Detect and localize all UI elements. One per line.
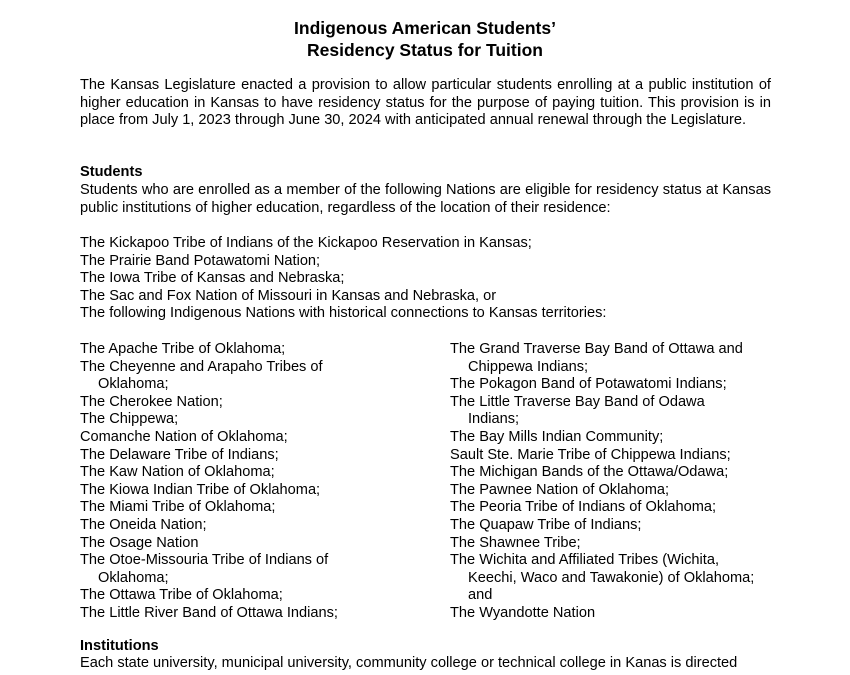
institutions-paragraph: Each state university, municipal university, community college or technical college in Kanas is directed xyxy=(80,655,738,671)
nation-list-item: The Shawnee Tribe; xyxy=(450,534,581,551)
eligible-nation-item: The Sac and Fox Nation of Missouri in Kansas and Nebraska, or xyxy=(80,287,497,304)
eligible-nation-item: The Iowa Tribe of Kansas and Nebraska; xyxy=(80,270,345,286)
nation-list-item: The Oneida Nation; xyxy=(80,516,207,533)
students-paragraph: Students who are enrolled as a member of the following Nations are eligible for residency status at Kansas public institutions of higher education, regardless of the location of their residence: xyxy=(80,182,771,216)
nation-list-item: The Miami Tribe of Oklahoma; xyxy=(80,499,276,516)
nation-list-item: The Michigan Bands of the Ottawa/Odawa; xyxy=(450,464,729,481)
eligible-nation-item: The Prairie Band Potawatomi Nation; xyxy=(80,252,321,269)
nation-list-item: The Little River Band of Ottawa Indians; xyxy=(80,604,338,621)
nation-list-item: The Kiowa Indian Tribe of Oklahoma; xyxy=(80,481,321,498)
document-title-line-2: Residency Status for Tuition xyxy=(307,40,543,60)
nation-list-item: The Cherokee Nation; xyxy=(80,393,223,410)
nations-list-left-column xyxy=(80,341,440,623)
nation-list-item: The Osage Nation xyxy=(80,534,199,551)
nation-list-item: The Grand Traverse Bay Band of Ottawa and Chippewa Indians; xyxy=(450,341,743,375)
nations-list-right-column xyxy=(450,341,780,623)
document-title-line-1: Indigenous American Students’ xyxy=(294,18,556,38)
nation-list-item: The Otoe-Missouria Tribe of Indians of Oklahoma; xyxy=(80,552,329,586)
nation-list-item: The Cheyenne and Arapaho Tribes of Oklahoma; xyxy=(80,358,323,393)
institutions-heading: Institutions xyxy=(80,638,159,654)
nation-list-item: The Pawnee Nation of Oklahoma; xyxy=(450,481,670,498)
nation-list-item: The Little Traverse Bay Band of Odawa Indians; xyxy=(450,393,705,428)
nation-list-item: The Delaware Tribe of Indians; xyxy=(80,446,279,463)
intro-paragraph: The Kansas Legislature enacted a provision to allow particular students enrolling at a public institution of higher education in Kansas to have residency status for the purpose of paying tuition. This provision is in place from July 1, 2023 through June 30, 2024 with anticipated annual renewal through the Legislature. xyxy=(80,77,771,128)
nation-list-item: The Bay Mills Indian Community; xyxy=(450,428,664,445)
nation-list-item: The Ottawa Tribe of Oklahoma; xyxy=(80,587,283,604)
eligible-nation-item: The following Indigenous Nations with historical connections to Kansas territories: xyxy=(80,305,607,321)
nation-list-item: The Chippewa; xyxy=(80,411,179,428)
nation-list-item: The Kaw Nation of Oklahoma; xyxy=(80,464,275,481)
nation-list-item: The Wyandotte Nation xyxy=(450,604,596,621)
nation-list-item: The Wichita and Affiliated Tribes (Wichita, Keechi, Waco and Tawakonie) of Oklahoma; and xyxy=(450,552,755,604)
nation-list-item: Comanche Nation of Oklahoma; xyxy=(80,428,288,445)
students-heading: Students xyxy=(80,164,143,180)
nation-list-item: The Pokagon Band of Potawatomi Indians; xyxy=(450,376,727,393)
nation-list-item: Sault Ste. Marie Tribe of Chippewa Indians; xyxy=(450,446,731,463)
nation-list-item: The Apache Tribe of Oklahoma; xyxy=(80,341,286,357)
nation-list-item: The Quapaw Tribe of Indians; xyxy=(450,516,642,533)
nation-list-item: The Peoria Tribe of Indians of Oklahoma; xyxy=(450,499,717,516)
eligible-nation-item: The Kickapoo Tribe of Indians of the Kickapoo Reservation in Kansas; xyxy=(80,235,532,251)
